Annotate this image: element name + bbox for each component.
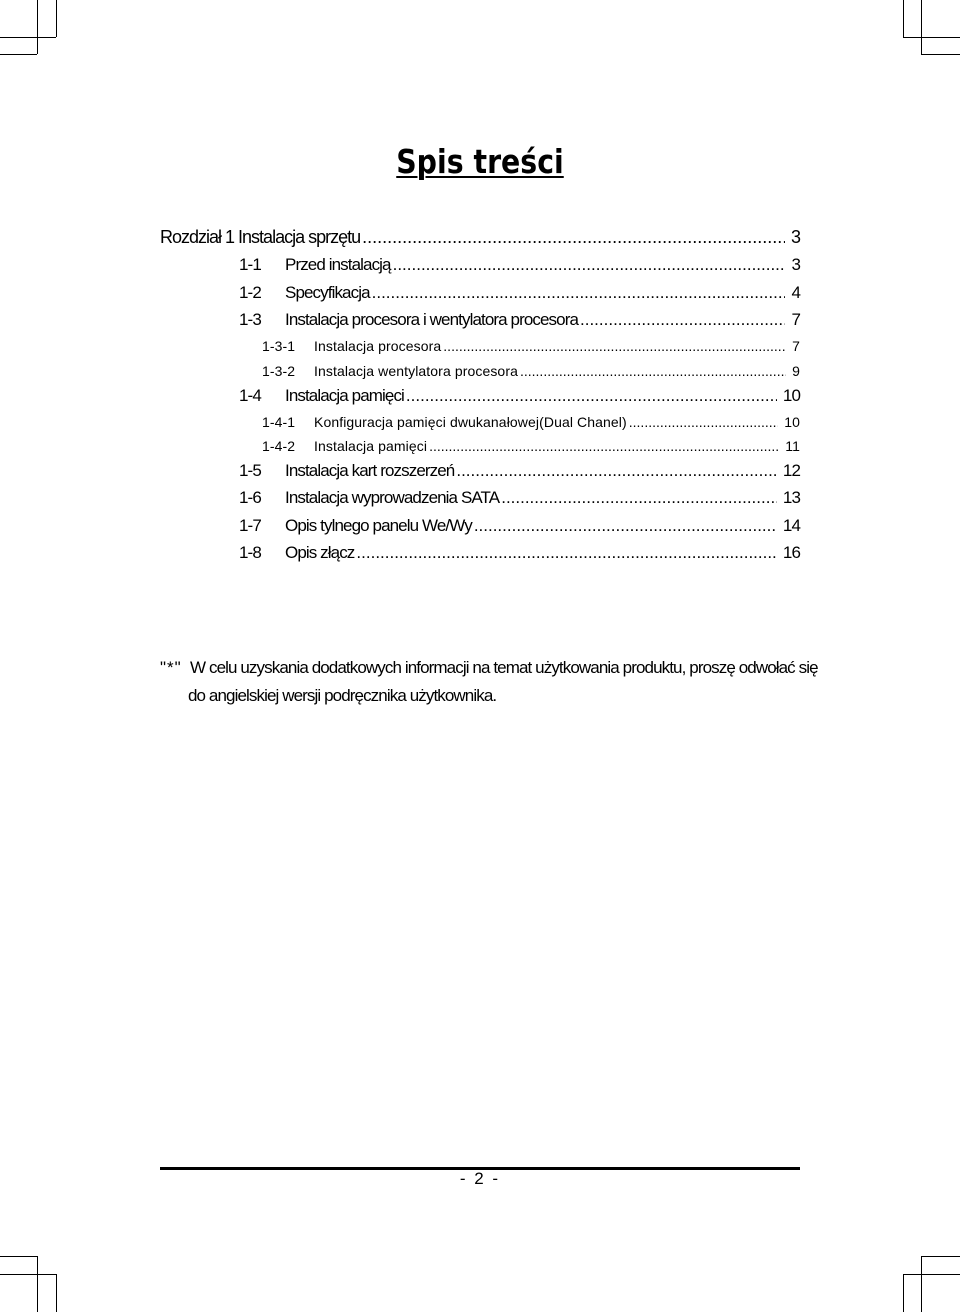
toc-entry-number: 1-3-1 — [262, 338, 296, 354]
toc-leader-dots — [356, 541, 776, 565]
toc-entry-number: 1-2 — [239, 283, 261, 302]
toc-entry-label: Konfiguracja pamięci dwukanałowej(Dual Chanel) — [314, 414, 627, 430]
toc-leader-dots — [406, 384, 777, 408]
toc-entry-page: 7 — [791, 310, 800, 329]
toc-entry-label: Opis tylnego panelu We/Wy — [285, 516, 472, 535]
toc-entry-label: Instalacja wyprowadzenia SATA — [285, 488, 500, 507]
page-number: - 2 - — [459, 1169, 501, 1188]
toc-leader-dots — [629, 410, 778, 434]
toc-entry-page: 3 — [791, 255, 800, 274]
page-title: Spis treści — [396, 142, 564, 181]
toc-entry-number: 1-4-2 — [262, 438, 296, 454]
toc-entry-page: 4 — [791, 283, 800, 302]
toc-leader-dots — [362, 225, 785, 249]
toc-entry-number: 1-1 — [239, 255, 261, 274]
toc-entry-label: Rozdział 1 Instalacja sprzętu — [160, 227, 361, 247]
toc-leader-dots — [443, 334, 786, 358]
toc-entry-label: Instalacja procesora i wentylatora procesora — [285, 310, 579, 329]
toc-leader-dots — [456, 459, 777, 483]
toc-entry-page: 7 — [792, 338, 800, 354]
toc-entry-number: 1-5 — [239, 461, 261, 480]
toc-leader-dots — [429, 434, 779, 458]
toc-entry-1-4-2[interactable] — [262, 434, 800, 458]
toc-entry-page: 10 — [784, 414, 800, 430]
toc-entry-1-3-1[interactable] — [262, 334, 800, 358]
toc-entry-number: 1-3 — [239, 310, 261, 329]
footnote-line-2: do angielskiej wersji podręcznika użytkownika. — [188, 686, 497, 705]
toc-entry-number: 1-4-1 — [262, 414, 296, 430]
toc-leader-dots — [580, 308, 785, 332]
toc-entry-page: 10 — [782, 386, 800, 405]
toc-entry-chapter-1[interactable] — [160, 225, 800, 249]
toc-entry-number: 1-7 — [239, 516, 261, 535]
toc-entry-1-1[interactable] — [239, 253, 800, 277]
toc-entry-number: 1-8 — [239, 543, 261, 562]
footnote-text-1: W celu uzyskania dodatkowych informacji na temat użytkowania produktu, proszę odwołać się — [190, 658, 818, 677]
toc-entry-page: 11 — [785, 438, 800, 454]
toc-entry-1-2[interactable] — [239, 281, 800, 305]
toc-entry-number: 1-3-2 — [262, 363, 296, 379]
toc-entry-label: Specyfikacja — [285, 283, 370, 302]
toc-entry-page: 9 — [792, 363, 800, 379]
toc-leader-dots — [393, 253, 786, 277]
toc-entry-number: 1-4 — [239, 386, 261, 405]
toc-entry-number: 1-6 — [239, 488, 261, 507]
toc-entry-label: Instalacja pamięci — [314, 438, 428, 454]
toc-entry-page: 14 — [782, 516, 800, 535]
toc-leader-dots — [501, 486, 777, 510]
toc-entry-1-3-2[interactable] — [262, 359, 800, 383]
toc-entry-1-4[interactable] — [239, 384, 800, 408]
toc-entry-label: Instalacja pamięci — [285, 386, 404, 405]
toc-entry-1-8[interactable] — [239, 541, 800, 565]
toc-entry-label: Instalacja wentylatora procesora — [314, 363, 518, 379]
toc-entry-1-6[interactable] — [239, 486, 800, 510]
toc-entry-label: Opis złącz — [285, 543, 355, 562]
toc-entry-1-4-1[interactable] — [262, 410, 800, 434]
toc-leader-dots — [372, 281, 786, 305]
toc-entry-page: 13 — [782, 488, 800, 507]
toc-leader-dots — [474, 514, 777, 538]
footnote — [160, 654, 820, 710]
toc-entry-page: 3 — [790, 227, 800, 247]
toc-entry-label: Instalacja procesora — [314, 338, 442, 354]
toc-entry-page: 12 — [782, 461, 800, 480]
toc-entry-1-5[interactable] — [239, 459, 800, 483]
toc-entry-label: Instalacja kart rozszerzeń — [285, 461, 455, 480]
footnote-marker: "*" — [160, 658, 182, 677]
toc-entry-page: 16 — [782, 543, 800, 562]
toc-entry-1-3[interactable] — [239, 308, 800, 332]
toc-entry-1-7[interactable] — [239, 514, 800, 538]
toc-entry-label: Przed instalacją — [285, 255, 391, 274]
footnote-line-1 — [160, 654, 820, 682]
toc-leader-dots — [520, 359, 786, 383]
